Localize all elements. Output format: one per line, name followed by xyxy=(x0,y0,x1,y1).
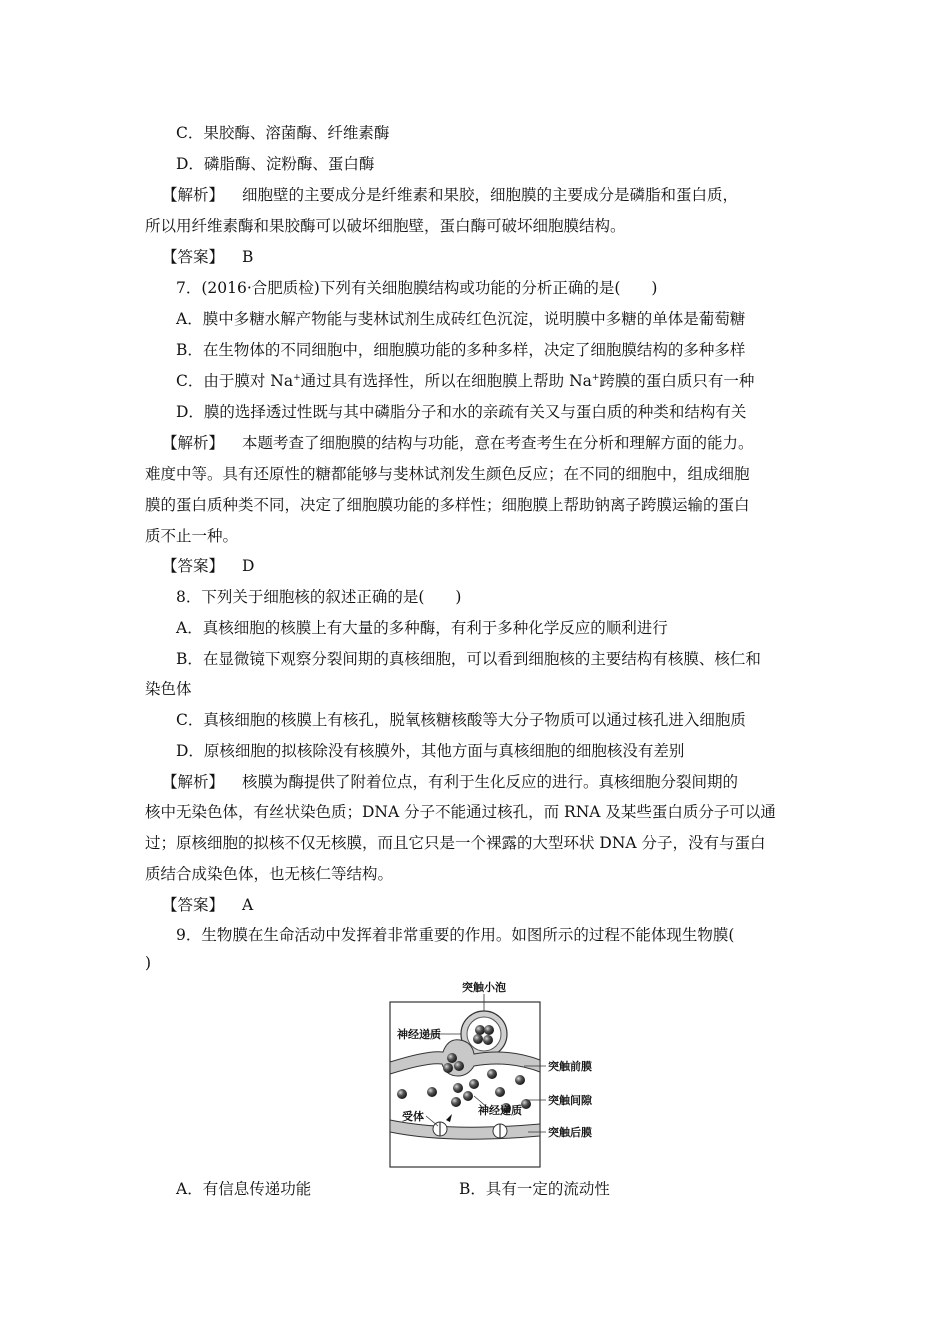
q7-analysis-line-1 xyxy=(162,432,832,454)
q8-stem: 8．下列关于细胞核的叙述正确的是( ) xyxy=(176,588,462,606)
q8-analysis-tag: 【解析】 xyxy=(162,773,225,791)
q6-answer-tag: 【答案】 xyxy=(162,248,225,266)
q7-option-a: A．膜中多糖水解产物能与斐林试剂生成砖红色沉淀，说明膜中多糖的单体是葡萄糖 xyxy=(176,310,746,328)
q8-option-c: C．真核细胞的核膜上有核孔，脱氧核糖核酸等大分子物质可以通过核孔进入细胞质 xyxy=(176,711,746,729)
label-neurotransmitter-mid: 神经递质 xyxy=(478,1104,522,1117)
nt-ball xyxy=(483,1035,493,1045)
q9-option-b: B．具有一定的流动性 xyxy=(459,1180,610,1198)
nt-ball xyxy=(427,1087,437,1097)
nt-ball xyxy=(451,1097,461,1107)
nt-ball xyxy=(397,1089,407,1099)
q8-answer xyxy=(162,894,832,916)
q6-analysis-line-1 xyxy=(162,184,832,206)
nt-ball xyxy=(515,1075,525,1085)
q7-analysis-line-4: 质不止一种。 xyxy=(145,527,239,545)
q8-analysis-text-1: 核膜为酶提供了附着位点，有利于生化反应的进行。真核细胞分裂间期的 xyxy=(242,773,739,791)
q7-option-c-part-3: 跨膜的蛋白质只有一种 xyxy=(599,372,755,390)
q9-stem-line-2: ) xyxy=(145,954,152,972)
q7-option-c-sup-2: + xyxy=(591,373,600,383)
label-postsynaptic-membrane: 突触后膜 xyxy=(548,1126,592,1139)
q7-stem: 7．(2016·合肥质检)下列有关细胞膜结构或功能的分析正确的是( ) xyxy=(176,279,658,297)
q6-answer xyxy=(162,246,832,268)
label-presynaptic-membrane: 突触前膜 xyxy=(548,1060,592,1073)
nt-ball xyxy=(443,1063,453,1073)
label-synaptic-cleft: 突触间隙 xyxy=(548,1094,592,1107)
q7-analysis-line-3: 膜的蛋白质种类不同，决定了细胞膜功能的多样性；细胞膜上帮助钠离子跨膜运输的蛋白 xyxy=(145,496,750,514)
q6-answer-value: B xyxy=(242,248,254,266)
q8-analysis-line-2: 核中无染色体，有丝状染色质；DNA 分子不能通过核孔，而 RNA 及某些蛋白质分子可以通 xyxy=(145,803,776,821)
q7-option-d: D．膜的选择透过性既与其中磷脂分子和水的亲疏有关又与蛋白质的种类和结构有关 xyxy=(176,403,747,421)
q7-option-c-part-1: C．由于膜对 Na xyxy=(176,372,294,390)
nt-ball xyxy=(454,1061,464,1071)
label-synaptic-vesicle: 突触小泡 xyxy=(462,981,506,994)
q6-analysis-line-2: 所以用纤维素酶和果胶酶可以破坏细胞壁，蛋白酶可破坏细胞膜结构。 xyxy=(145,217,626,235)
q8-analysis-line-4: 质结合成染色体，也无核仁等结构。 xyxy=(145,865,394,883)
nt-ball xyxy=(473,1034,483,1044)
q7-option-c-part-2: 通过具有选择性，所以在细胞膜上帮助 Na xyxy=(300,372,592,390)
q6-analysis-text-1: 细胞壁的主要成分是纤维素和果胶，细胞膜的主要成分是磷脂和蛋白质， xyxy=(242,186,739,204)
synapse-diagram-svg xyxy=(388,980,608,1170)
q7-option-c-sup-1: + xyxy=(293,373,301,383)
nt-ball xyxy=(495,1087,505,1097)
q6-analysis-tag: 【解析】 xyxy=(162,186,225,204)
nt-ball xyxy=(484,1025,494,1035)
q8-option-b-line-1: B．在显微镜下观察分裂间期的真核细胞，可以看到细胞核的主要结构有核膜、核仁和 xyxy=(176,650,761,668)
synapse-diagram xyxy=(388,980,608,1170)
nt-ball xyxy=(447,1053,457,1063)
nt-ball xyxy=(463,1091,473,1101)
nt-ball xyxy=(469,1079,479,1089)
q8-answer-value: A xyxy=(242,896,254,914)
q7-answer xyxy=(162,555,832,577)
q7-answer-tag: 【答案】 xyxy=(162,557,225,575)
nt-ball xyxy=(453,1083,463,1093)
q8-option-b-line-2: 染色体 xyxy=(145,680,192,698)
synaptic-vesicle-inner xyxy=(467,1017,501,1051)
q7-analysis-text-1: 本题考查了细胞膜的结构与功能，意在考查考生在分析和理解方面的能力。 xyxy=(242,434,754,452)
q8-option-a: A．真核细胞的核膜上有大量的多种酶，有利于多种化学反应的顺利进行 xyxy=(176,619,668,637)
nt-ball xyxy=(521,1099,531,1109)
nt-ball xyxy=(487,1069,497,1079)
q8-answer-tag: 【答案】 xyxy=(162,896,225,914)
q6-option-c: C．果胶酶、溶菌酶、纤维素酶 xyxy=(176,124,390,142)
q7-analysis-tag: 【解析】 xyxy=(162,434,225,452)
q8-option-d: D．原核细胞的拟核除没有核膜外，其他方面与真核细胞的细胞核没有差别 xyxy=(176,742,685,760)
q7-answer-value: D xyxy=(242,557,255,575)
q7-option-c xyxy=(176,370,846,392)
q6-option-d: D．磷脂酶、淀粉酶、蛋白酶 xyxy=(176,155,375,173)
q7-option-b: B．在生物体的不同细胞中，细胞膜功能的多种多样，决定了细胞膜结构的多种多样 xyxy=(176,341,746,359)
label-neurotransmitter-top: 神经递质 xyxy=(397,1028,441,1041)
nt-ball xyxy=(475,1025,485,1035)
q8-analysis-line-3: 过；原核细胞的拟核不仅无核膜，而且它只是一个裸露的大型环状 DNA 分子，没有与蛋白 xyxy=(145,834,766,852)
q8-analysis-line-1 xyxy=(162,771,832,793)
q7-analysis-line-2: 难度中等。具有还原性的糖都能够与斐林试剂发生颜色反应；在不同的细胞中，组成细胞 xyxy=(145,465,750,483)
q9-option-a: A．有信息传递功能 xyxy=(176,1180,312,1198)
label-receptor: 受体 xyxy=(402,1110,424,1123)
q9-stem-line-1: 9．生物膜在生命活动中发挥着非常重要的作用。如图所示的过程不能体现生物膜( xyxy=(176,926,735,944)
